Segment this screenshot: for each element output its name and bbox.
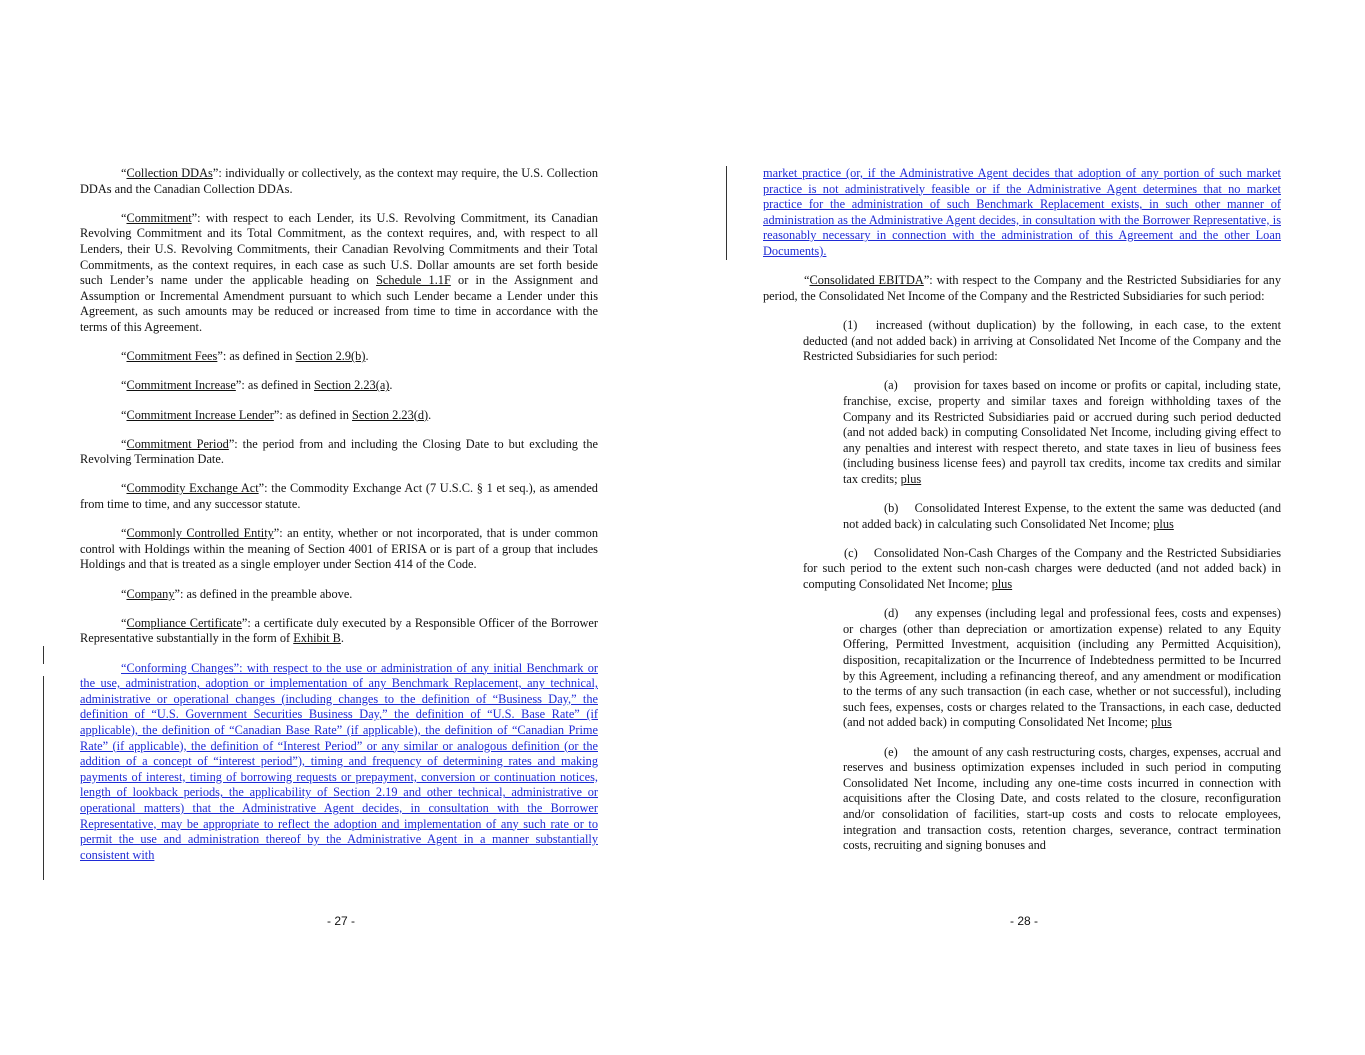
definition-commitment-fees: “Commitment Fees”: as defined in Section 2.9(b). xyxy=(121,349,369,364)
definition-company: “Company”: as defined in the preamble above. xyxy=(121,586,353,601)
clause-c: (c) Consolidated Non-Cash Charges of the Company and the Restricted Subsidiaries for such period to the extent such non-cash charges were deducted (and not added back) in computing Consolidated Net Income; plus xyxy=(803,545,1281,592)
definition-commitment-period: “Commitment Period”: the period from and including the Closing Date to but excluding the Revolving Termination Date. xyxy=(80,436,598,467)
change-bar xyxy=(43,676,44,880)
page-28 xyxy=(683,0,1365,1055)
change-bar xyxy=(43,646,44,664)
definition-consolidated-ebitda: “Consolidated EBITDA”: with respect to the Company and the Restricted Subsidiaries for any period, the Consolidated Net Income of the Company and the Restricted Subsidiaries for such period: xyxy=(763,273,1281,303)
definition-collection-ddas: “Collection DDAs”: individually or collectively, as the context may require, the U.S. Collection DDAs and the Canadian Collection DDAs. xyxy=(80,166,598,196)
clause-e: (e) the amount of any cash restructuring costs, charges, expenses, accrual and reserves and business optimization expenses included in such period in computing Consolidated Net Income, including any one-time costs incurred in connection with acquisitions after the Closing Date, and costs related to the closure, reconfiguration and/or consolidation of facilities, start-up costs and costs to relocate employees, integration and transaction costs, retention charges, severance, contract termination costs, recruiting and signing bonuses and xyxy=(843,744,1281,853)
definition-compliance-certificate: “Compliance Certificate”: a certificate duly executed by a Responsible Officer of the Borrower Representative substantially in the form of Exhibit B. xyxy=(80,615,598,646)
definition-commodity-exchange-act: “Commodity Exchange Act”: the Commodity Exchange Act (7 U.S.C. § 1 et seq.), as amended from time to time, and any successor statute. xyxy=(80,481,598,512)
definition-commitment-increase-lender: “Commitment Increase Lender”: as defined in Section 2.23(d). xyxy=(121,407,432,422)
cross-reference: Schedule 1.1F xyxy=(376,273,451,288)
definition-conforming-changes-inserted: “Conforming Changes”: with respect to the use or administration of any initial Benchmark or the use, administration, adoption or implementation of any Benchmark Replacement, any technical, administrative or operational changes (including changes to the definition of “Business Day,” the definition of “U.S. Government Securities Business Day,” the definition of “U.S. Base Rate” (if applicable), the definition of “Canadian Base Rate” (if applicable), the definition of “Canadian Prime Rate” (if applicable), the definition of “Interest Period” or any similar or analogous definition (or the addition of a concept of “interest period”), timing and frequency of determining rates and making payments of interest, timing of borrowing requests or prepayment, conversion or continuation notices, length of lookback periods, the applicability of Section 2.19 and other technical, administrative or operational matters) that the Administrative Agent decides, in consultation with the Borrower Representative, may be appropriate to reflect the adoption and implementation of any such rate or to permit the use and administration thereof by the Administrative Agent in a manner substantially consistent with xyxy=(80,660,598,862)
definition-commitment-increase: “Commitment Increase”: as defined in Section 2.23(a). xyxy=(121,378,393,393)
clause-1: (1) increased (without duplication) by the following, in each case, to the extent deducted (and not added back) in arriving at Consolidated Net Income of the Company and the Restricted Subsidiaries for such period: xyxy=(803,317,1281,364)
definition-commitment: “Commitment”: with respect to each Lender, its U.S. Revolving Commitment, its Canadian Revolving Commitment and its Total Commitment, as the context requires, and, with respect to all Lenders, their U.S. Revolving Commitments, their Canadian Revolving Commitments and their Total Commitments, as the context requires, in each case as such U.S. Dollar amounts are set forth beside such Lender’s name under the applicable heading on Schedule 1.1F or in the Assignment and Assumption or Incremental Amendment pursuant to which such Lender became a Lender under this Agreement, as such amounts may be reduced or increased from time to time in accordance with the terms of this Agreement. xyxy=(80,210,598,334)
change-bar xyxy=(726,166,727,260)
page-27 xyxy=(0,0,682,1055)
cross-reference: Section 2.9(b) xyxy=(295,349,366,364)
page-number: - 27 - xyxy=(326,914,355,928)
cross-reference: Section 2.23(a) xyxy=(314,378,390,393)
conforming-changes-continued-inserted: market practice (or, if the Administrative Agent decides that adoption of any portion of such market practice is not administratively feasible or if the Administrative Agent determines that no market practice for the administration of such Benchmark Replacement exists, in such other manner of administration as the Administrative Agent decides, in consultation with the Borrower Representative, is reasonably necessary in connection with the administration of this Agreement and the other Loan Documents). xyxy=(763,166,1281,258)
clause-d: (d) any expenses (including legal and professional fees, costs and expenses) or charges (other than depreciation or amortization expense) related to any Equity Offering, Permitted Investment, acquisition (including any Permitted Acquisition), disposition, recapitalization or the Incurrence of Indebtedness permitted to be Incurred by this Agreement, including a refinancing thereof, and any amendment or modification to the terms of any such transaction (in each case, whether or not successful), including such fees, expenses, costs or charges related to the Transactions, in each case, deducted (and not added back) in computing Consolidated Net Income; plus xyxy=(843,606,1281,730)
clause-a: (a) provision for taxes based on income or profits or capital, including state, franchise, excise, property and similar taxes and foreign withholding taxes of the Company and its Restricted Subsidiaries paid or accrued during such period deducted (and not added back) in computing Consolidated Net Income, including giving effect to any penalties and interest with respect thereto, and state taxes in lieu of business fees (including business license fees) and payroll tax credits, income tax credits and similar tax credits; plus xyxy=(843,378,1281,486)
definition-commonly-controlled-entity: “Commonly Controlled Entity”: an entity, whether or not incorporated, that is under common control with Holdings within the meaning of Section 4001 of ERISA or is part of a group that includes Holdings and that is treated as a single employer under Section 414 of the Code. xyxy=(80,526,598,572)
cross-reference: Exhibit B xyxy=(293,631,341,646)
page-27-body xyxy=(80,166,598,877)
cross-reference: Section 2.23(d) xyxy=(352,407,429,422)
clause-b: (b) Consolidated Interest Expense, to the extent the same was deducted (and not added back) in calculating such Consolidated Net Income; plus xyxy=(843,501,1281,531)
page-28-body xyxy=(763,166,1281,867)
page-number: - 28 - xyxy=(1009,914,1038,928)
